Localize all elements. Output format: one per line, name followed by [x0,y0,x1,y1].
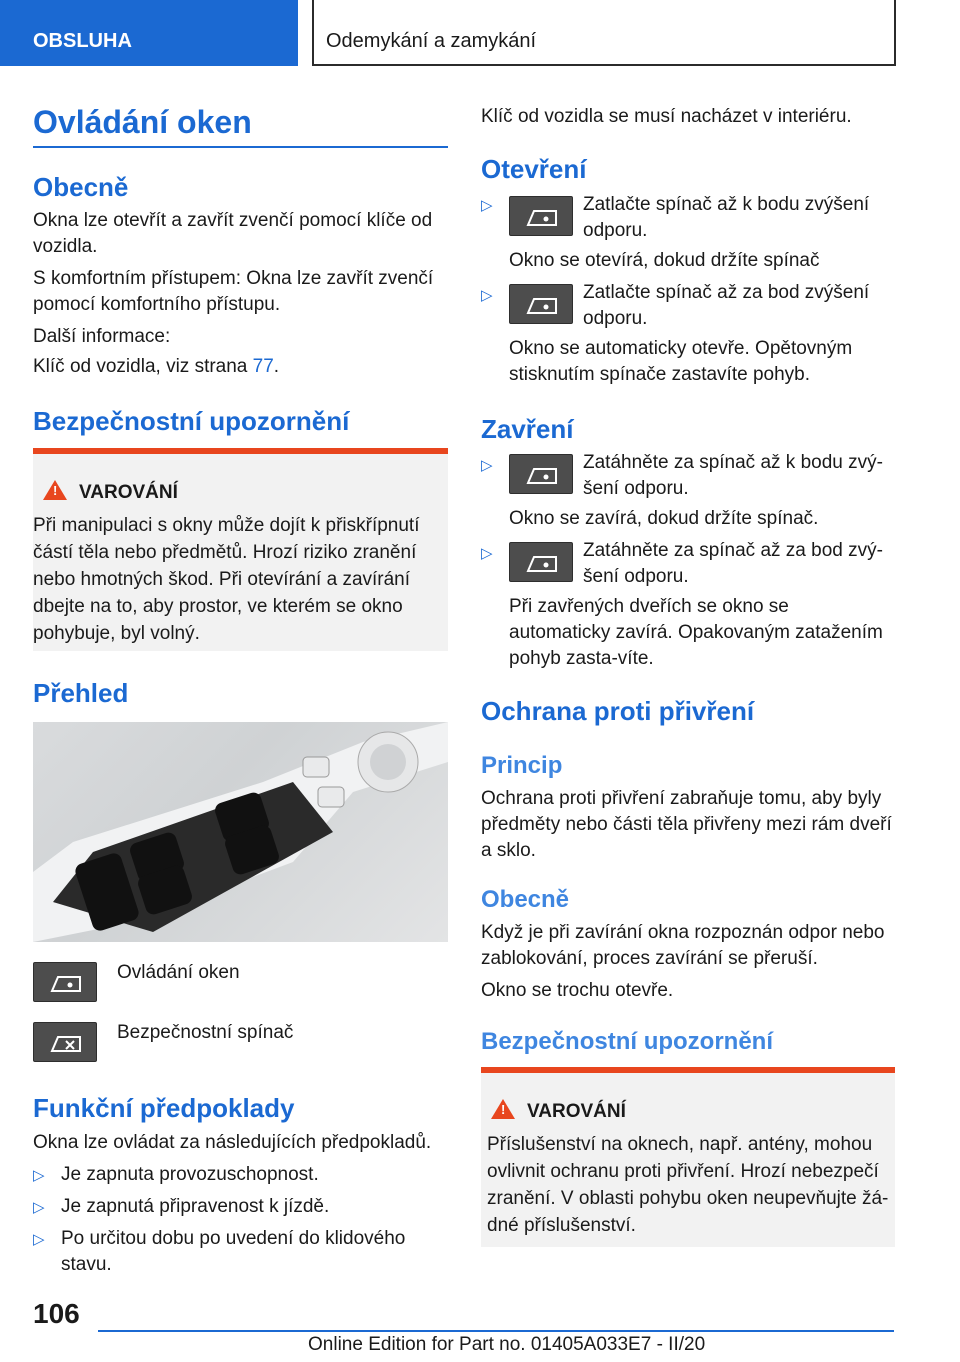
bullet-icon: ▷ [481,197,493,214]
heading-pinch: Ochrana proti přivření [481,696,755,726]
bullet-icon: ▷ [481,287,493,304]
window-control-icon [509,542,573,582]
heading-open: Otevření [481,154,587,184]
bullet-icon: ▷ [33,1167,45,1184]
principle-text: Ochrana proti přivření zabraňuje tomu, aby byly předměty nebo části těla přivřeny mezi rám dveří a sklo. [481,788,892,861]
heading-pinch-safety: Bezpečnostní upozornění [481,1028,774,1055]
warning-icon [43,480,67,500]
heading-pinch-general: Obecně [481,886,570,913]
bullet-icon: ▷ [33,1231,45,1248]
bullet-icon: ▷ [481,545,493,562]
heading-obecne: Obecně [33,172,129,202]
close-step-2-note: Při zavřených dveřích se okno se automaticky zavírá. Opakovaným zatažením pohyb zasta-víte. [509,596,883,669]
functional-item-1: Je zapnuta provozuschopnost. [61,1164,319,1185]
warning-title: VAROVÁNÍ [527,1101,626,1122]
warning-text: Příslušenství na oknech, např. antény, mohou ovlivnit ochranu proti přivření. Hrozí nebezpečí zranění. V oblasti pohybu oken neupevňujte žá-dné příslušenství. [487,1134,889,1236]
page-header [0,0,960,66]
page-number: 106 [33,1298,80,1329]
legend-window-control: Ovládání oken [117,962,240,983]
warning-box [33,448,448,651]
functional-item-2: Je zapnutá připravenost k jízdě. [61,1196,330,1217]
door-panel-illustration [33,722,448,942]
page-link-77[interactable]: 77 [252,356,274,377]
page-title: Ovládání oken [33,104,252,140]
title-rule [33,146,448,148]
obecne-p2: S komfortním přístupem: Okna lze zavřít zvenčí pomocí komfortního přístupu. [33,268,434,315]
window-switch-photo [33,722,448,942]
chapter-title: Odemykání a zamykání [312,0,896,66]
obecne-p3: Další informace: [33,326,171,347]
heading-safety: Bezpečnostní upozornění [33,406,350,436]
open-step-2: Zatlačte spínač až za bod zvýšení odporu. [583,282,870,329]
right-intro: Klíč od vozidla se musí nacházet v interiéru. [481,106,852,127]
window-control-icon [509,196,573,236]
functional-item-3: Po určitou dobu po uvedení do klidového stavu. [61,1228,406,1275]
open-step-1-note: Okno se otevírá, dokud držíte spínač [509,250,820,271]
heading-overview: Přehled [33,678,129,708]
bullet-icon: ▷ [33,1199,45,1216]
heading-principle: Princip [481,752,563,779]
warning-text: Při manipulaci s okny může dojít k přiskřípnutí částí těla nebo předmětů. Hrozí riziko zranění nebo hmotných škod. Při otevírání a zavírání dbejte na to, aby prostor, ve kterém se okno pohybuje, byl volný. [33,515,420,644]
warning-icon [491,1099,515,1119]
warning-title: VAROVÁNÍ [79,482,178,503]
functional-intro: Okna lze ovládat za následujících předpokladů. [33,1132,432,1153]
pinch-general-p1: Když je při zavírání okna rozpoznán odpor nebo zablokování, proces zavírání se přeruší. [481,922,885,969]
obecne-p4-text: Klíč od vozidla, viz strana [33,356,253,377]
window-control-icon [509,284,573,324]
warning-box [481,1067,895,1247]
close-step-1: Zatáhněte za spínač až k bodu zvý-šení odporu. [583,452,883,499]
heading-functional: Funkční předpoklady [33,1093,295,1123]
footer-edition: Online Edition for Part no. 01405A033E7 - II/20 [308,1334,706,1355]
open-step-1: Zatlačte spínač až k bodu zvýšení odporu. [583,194,870,241]
section-label: OBSLUHA [0,0,298,66]
window-control-icon [33,962,97,1002]
window-control-icon [509,454,573,494]
close-step-1-note: Okno se zavírá, dokud držíte spínač. [509,508,819,529]
bullet-icon: ▷ [481,457,493,474]
heading-close: Zavření [481,414,574,444]
obecne-p4 [33,354,279,380]
legend-safety-switch: Bezpečnostní spínač [117,1022,294,1043]
pinch-general-p2: Okno se trochu otevře. [481,980,674,1001]
obecne-p1: Okna lze otevřít a zavřít zvenčí pomocí klíče od vozidla. [33,210,433,257]
open-step-2-note: Okno se automaticky otevře. Opětovným stisknutím spínače zastavíte pohyb. [509,338,853,385]
close-step-2: Zatáhněte za spínač až za bod zvý-šení odporu. [583,540,883,587]
obecne-p4-end: . [273,356,280,377]
safety-switch-icon [33,1022,97,1062]
